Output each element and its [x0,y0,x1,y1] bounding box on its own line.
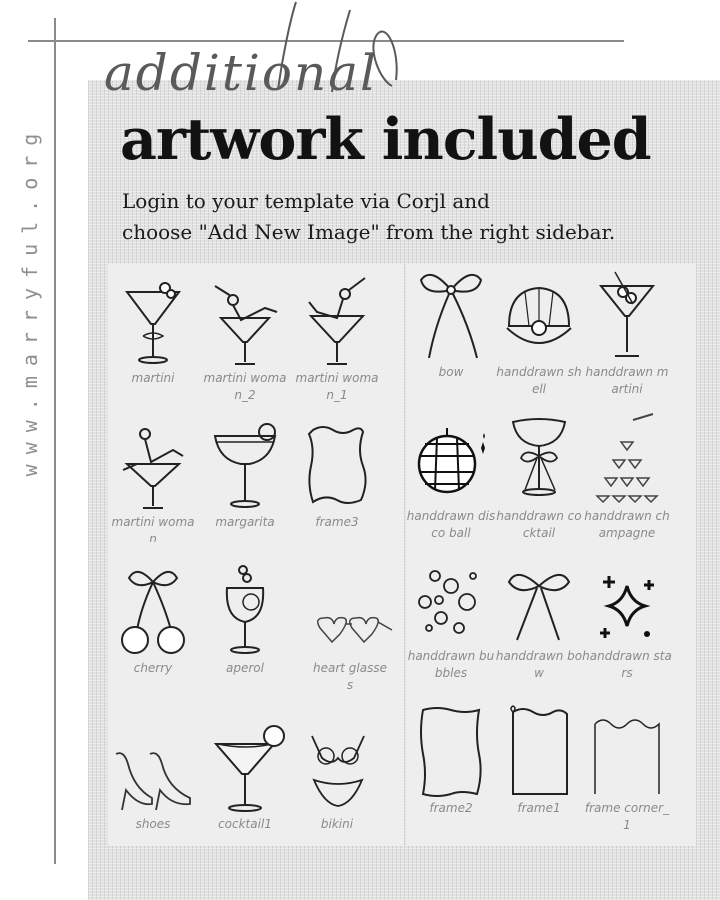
gallery-item-frame1[interactable] [494,704,584,817]
gallery-item-handdrawn-bubbles[interactable] [406,556,496,682]
gallery-item-label: martini [131,371,175,385]
martini-olives-icon [587,266,667,362]
bubbles-icon [411,556,491,646]
cocktail-glass-icon [200,720,290,814]
gallery-item-label: martini woman [111,515,195,542]
instructions-line-1: Login to your template via Corjl and [122,189,490,213]
gallery-item-handdrawn-bow[interactable] [494,556,584,682]
heart-glasses-icon [310,558,394,658]
gallery-item-handdrawn-shell[interactable] [494,266,584,398]
instructions [122,186,615,248]
gallery-item-bow[interactable] [406,266,496,381]
gallery-item-label: handdrawn cocktail [496,509,582,540]
gallery-item-martini-woman-1[interactable] [292,272,382,404]
gallery-item-label: heart glasses [313,661,387,692]
gallery-item-handdrawn-disco-ball[interactable] [406,412,496,542]
gallery-item-label: frame2 [429,801,473,815]
gallery-item-cocktail1[interactable] [200,720,290,833]
martini-woman-icon [205,272,285,368]
high-heels-icon [108,740,198,814]
sparkle-stars-icon [587,556,667,646]
martini-woman-icon [297,272,377,368]
gallery-item-martini-woman[interactable] [108,420,198,542]
gallery-item-label: handdrawn shell [496,365,582,396]
gallery-item-handdrawn-champagne[interactable] [582,412,672,542]
gallery-item-handdrawn-stars[interactable] [582,556,672,682]
gallery-item-bikini[interactable] [292,728,382,833]
wavy-frame-icon [297,420,377,512]
bikini-icon [292,728,382,814]
gallery-item-frame-corner-1[interactable] [582,704,672,834]
gallery-item-label: cherry [133,661,173,675]
gallery-item-label: handdrawn bubbles [407,649,495,680]
gallery-item-label: bow [438,365,464,379]
gallery-item-martini-woman-2[interactable] [200,272,290,404]
gallery-item-label: martini woman_2 [203,371,287,402]
gallery-item-label: handdrawn martini [585,365,669,396]
coupe-bow-icon [499,412,579,506]
gallery-item-label: handdrawn bow [495,649,583,680]
gallery-item-label: frame3 [315,515,359,529]
martini-woman-icon [113,420,193,512]
gallery-item-label: handdrawn disco ball [406,509,496,540]
gallery-item-label: margarita [215,515,275,529]
gallery-item-handdrawn-cocktail[interactable] [494,412,584,542]
bow-icon [411,266,491,362]
gallery-item-frame3[interactable] [292,420,382,531]
instructions-line-2: choose "Add New Image" from the right sidebar. [122,220,616,244]
wavy-frame-icon [499,704,579,798]
gallery-item-label: frame1 [517,801,561,815]
gallery-item-label: cocktail1 [218,817,272,831]
gallery-item-cherry[interactable] [108,558,198,677]
aperol-glass-icon [203,558,287,658]
script-title: additional [104,44,379,102]
gallery-item-martini[interactable] [108,272,198,404]
disco-ball-icon [411,412,491,506]
page-title: artwork included [120,106,651,173]
gallery-item-frame2[interactable] [406,704,496,817]
wavy-frame-icon [411,704,491,798]
gallery-item-label: handdrawn champagne [584,509,670,540]
gallery-item-label: martini woman_1 [295,371,379,402]
gallery-item-label: bikini [320,817,354,831]
bow-icon [499,556,579,646]
gallery-item-aperol[interactable] [200,558,290,677]
gallery-item-heart-glasses[interactable] [310,558,390,694]
cherry-bow-icon [111,558,195,658]
gallery-item-label: shoes [135,817,171,831]
gallery-item-label: handdrawn stars [582,649,672,680]
gallery-item-label: aperol [226,661,264,675]
champagne-tower-icon [587,412,667,506]
gallery-item-handdrawn-martini[interactable] [582,266,672,398]
gallery-item-shoes[interactable] [108,740,198,833]
margarita-glass-icon [205,420,285,512]
gallery-item-margarita[interactable] [200,420,290,531]
website-text: www.marryful.org [18,123,42,477]
left-rule [54,18,56,864]
pearl-shell-icon [499,266,579,362]
frame-corner-icon [587,704,667,798]
gallery-item-label: frame corner_1 [584,801,670,832]
martini-glass-icon [113,272,193,368]
